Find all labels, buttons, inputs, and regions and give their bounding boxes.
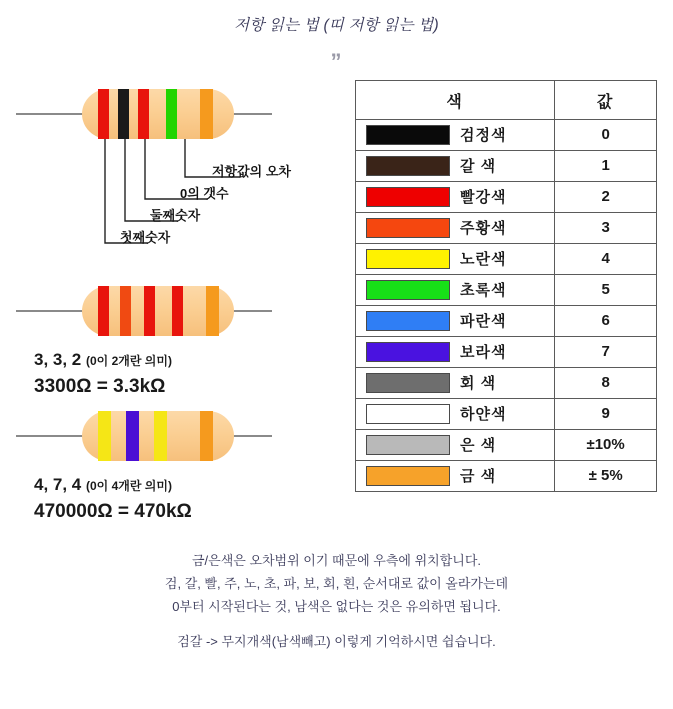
table-row [356,461,657,492]
resistor-body [82,286,234,336]
digits-note: (0이 4개란 의미) [86,479,172,493]
color-value: 9 [555,399,657,430]
color-name: 빨강색 [460,189,507,206]
table-row [356,213,657,244]
swatch-gray [366,373,450,393]
band-5 [206,286,219,336]
swatch-silver [366,435,450,455]
color-value: 5 [555,275,657,306]
table-row [356,151,657,182]
lead-left [16,435,88,437]
color-cell [356,275,555,306]
band-3 [144,286,155,336]
swatch-violet [366,342,450,362]
lead-left [16,310,88,312]
color-cell [356,213,555,244]
color-value: 0 [555,120,657,151]
color-cell [356,182,555,213]
header-color: 색 [356,81,555,120]
band-1 [98,411,111,461]
resistor-2-digits [34,350,172,370]
callout-lines [0,83,345,258]
color-name: 파란색 [460,313,507,330]
digits-value: 4, 7, 4 [34,475,82,494]
swatch-blue [366,311,450,331]
color-value: 2 [555,182,657,213]
color-cell [356,461,555,492]
table-row [356,120,657,151]
color-cell [356,430,555,461]
table-row [356,275,657,306]
color-value: ±10% [555,430,657,461]
page-title: 저항 읽는 법 (띠 저항 읽는 법) [234,17,439,34]
band-4 [172,286,183,336]
swatch-black [366,125,450,145]
color-name: 은 색 [460,437,497,454]
resistor-2-result: 3300Ω = 3.3kΩ [34,376,166,397]
color-name: 보라색 [460,344,507,361]
table-row [356,306,657,337]
swatch-red [366,187,450,207]
callout-second-digit: 둘째숫자 [150,208,201,223]
note-line-3: 0부터 시작된다는 것, 남색은 없다는 것은 유의하면 됩니다. [172,599,501,614]
color-name: 검정색 [460,127,507,144]
callout-first-digit: 첫째숫자 [120,230,171,245]
color-name: 주황색 [460,220,507,237]
callout-multiplier: 0의 갯수 [180,186,229,201]
table-row [356,430,657,461]
band-3 [154,411,167,461]
table-row [356,244,657,275]
footer-notes [0,545,673,653]
color-cell [356,306,555,337]
resistor-graphic-3 [0,405,270,467]
color-cell [356,337,555,368]
band-2 [120,286,131,336]
resistor-3-digits [34,475,172,495]
callout-tolerance: 저항값의 오차 [212,164,291,179]
table-row [356,182,657,213]
color-name: 갈 색 [460,158,497,175]
header-value: 값 [555,81,657,120]
resistor-graphic-2 [0,280,270,342]
swatch-gold [366,466,450,486]
color-value: 1 [555,151,657,182]
resistor-body [82,411,234,461]
band-1 [98,286,109,336]
band-2 [126,411,139,461]
color-value: 4 [555,244,657,275]
color-code-table [355,80,657,492]
color-name: 금 색 [460,468,497,485]
color-name: 하얀색 [460,406,507,423]
color-cell [356,399,555,430]
table-row [356,399,657,430]
swatch-green [366,280,450,300]
table-header-row [356,81,657,120]
color-value: ± 5% [555,461,657,492]
color-cell [356,151,555,182]
table-row [356,368,657,399]
note-line-4: 검갈 -> 무지개색(남색빼고) 이렇게 기억하시면 쉽습니다. [177,634,496,649]
color-value: 3 [555,213,657,244]
resistor-example-2 [0,280,270,397]
note-line-2: 검, 갈, 빨, 주, 노, 초, 파, 보, 회, 흰, 순서대로 값이 올라가는데 [164,576,509,591]
swatch-white [366,404,450,424]
color-value: 8 [555,368,657,399]
color-cell [356,368,555,399]
color-cell [356,244,555,275]
quote-mark: ” [330,49,343,74]
resistor-example-3 [0,405,270,522]
resistor-diagrams [0,75,345,545]
swatch-brown [366,156,450,176]
band-4 [200,411,213,461]
color-value: 6 [555,306,657,337]
swatch-yellow [366,249,450,269]
color-name: 초록색 [460,282,507,299]
color-name: 노란색 [460,251,507,268]
digits-note: (0이 2개란 의미) [86,354,172,368]
main-content [0,75,673,545]
color-cell [356,120,555,151]
note-line-1: 금/은색은 오차범위 이기 때문에 우측에 위치합니다. [191,553,481,568]
note-spacer [0,618,673,630]
swatch-orange [366,218,450,238]
color-code-table-wrap [355,80,657,492]
color-name: 회 색 [460,375,497,392]
digits-value: 3, 3, 2 [34,350,82,369]
resistor-example-1 [0,83,291,245]
table-row [356,337,657,368]
color-value: 7 [555,337,657,368]
resistor-3-result: 470000Ω = 470kΩ [34,501,192,522]
